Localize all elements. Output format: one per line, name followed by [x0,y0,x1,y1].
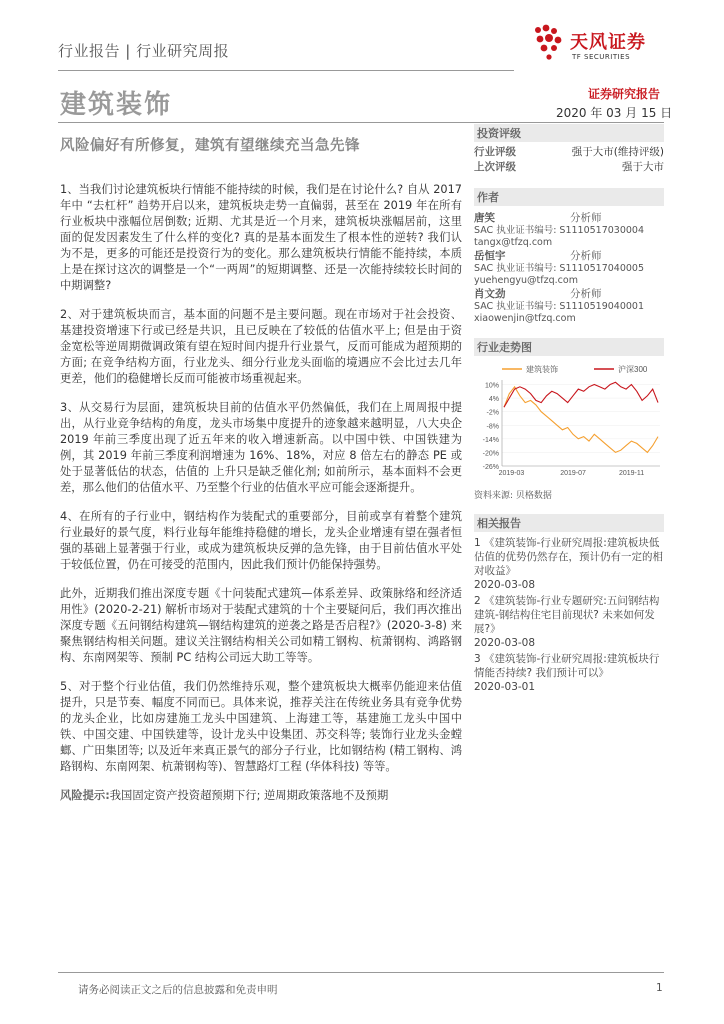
x-tick-label: 2019-03 [498,470,525,477]
report-kind: 证券研究报告 [588,87,661,101]
footer-divider [58,972,664,973]
x-tick-label: 2019-11 [618,470,645,477]
related-text[interactable]: 2 《建筑装饰-行业专题研究:五问钢结构建筑-钢结构住宅目前现状? 未来如何发展?》 [474,595,660,635]
author-role: 分析师 [570,212,602,224]
series-line [504,382,658,407]
related-item-1[interactable] [474,536,664,592]
logo-text: 天风证券 [570,32,646,53]
header-divider [58,70,514,71]
author-name: 岳恒宇 分析师 [474,250,602,262]
industry-name: 建筑装饰 [60,90,173,120]
related-item-2[interactable] [474,594,664,650]
trend-panel [474,338,664,356]
y-tick-label: 4% [488,396,499,404]
risk-label: 风险提示: [60,789,110,802]
industry-rating-value: 强于大市(维持评级) [571,146,664,158]
related-title: 相关报告 [474,514,664,532]
prev-rating-row [474,160,664,175]
industry-rating-label: 行业评级 [474,146,516,158]
logo-english: TF SECURITIES [572,53,631,61]
author-email[interactable]: xiaowenjin@tfzq.com [474,313,576,324]
paragraph-1: 1、当我们讨论建筑板块行情能不能持续的时候，我们是在讨论什么? 自从 2017 年中 “去杠杆” 趋势开启以来，建筑板块走势一直偏弱，甚至在 2019 年在所有行业板块中涨幅位居倒数; 近期、尤其是近一个月来，建筑板块涨幅居前，这里面的促发因素发生了什么样的变化? 真的是基本面发生了根本性的逆转? 我们认为不是，更多的可能还是投资行为的变化。那么建筑板块行情能不能持续，本质上是在探讨这次的调整是一个“一两周”的短期调整、还是一次能持续较长时间的中期调整? [60,183,462,292]
author-email[interactable]: yuehengyu@tfzq.com [474,275,578,286]
related-panel [474,514,664,694]
related-text[interactable]: 1 《建筑装饰-行业研究周报:建筑板块低估值的优势仍然存在，预计仍有一定的相对收益》 [474,537,663,577]
page-number: 1 [656,982,663,994]
paragraph-5: 此外，近期我们推出深度专题《十问装配式建筑—体系差异、政策脉络和经济适用性》(2020-2-21) 解析市场对于装配式建筑的十个主要疑问后，我们再次推出深度专题《五问钢结构建筑—钢结构建筑的逆袭之路是否启程?》(2020-3-8) 来聚焦钢结构相关问题。建议关注钢结构相关公司如精工钢构、杭萧钢构、鸿路钢构、东南网架等、预制 PC 结构公司远大助工等等。 [60,587,462,664]
y-tick-label: -20% [482,450,499,458]
y-tick-label: -26% [482,464,499,471]
y-tick-label: -8% [486,423,499,431]
related-date: 2020-03-08 [474,637,536,649]
author-name: 唐笑 分析师 [474,212,602,224]
trend-chart [474,362,664,480]
report-type: 行业报告 | 行业研究周报 [58,42,230,60]
trend-title: 行业走势图 [474,338,664,356]
title-divider [58,122,664,123]
series-line [504,387,658,453]
related-date: 2020-03-08 [474,579,536,591]
prev-rating-label: 上次评级 [474,161,516,173]
report-headline: 风险偏好有所修复，建筑有望继续充当急先锋 [60,138,360,154]
authors-title: 作者 [474,188,664,206]
y-tick-label: -2% [486,409,499,417]
chart-source: 资料来源: 贝格数据 [474,491,552,501]
report-date: 2020 年 03 月 15 日 [556,106,673,120]
related-date: 2020-03-01 [474,681,536,693]
author-1 [474,212,664,249]
paragraph-4: 4、在所有的子行业中，钢结构作为装配式的重要部分，目前或享有着整个建筑行业最好的景气度，料行业每年能维持稳健的增长，龙头企业增速有望在强者恒强的基础上显著强于行业，或成为建筑板块反弹的急先锋，由于目前估值水平处于较低位置，仍在可接受的范围内，因此我们预计仍能保持强势。 [60,510,462,571]
y-tick-label: 10% [484,382,499,390]
x-tick-label: 2019-07 [560,470,586,477]
authors-panel [474,188,664,325]
rating-panel [474,124,664,175]
paragraph-3: 3、从交易行为层面，建筑板块目前的估值水平仍然偏低，我们在上周周报中提出，从行业竞争结构的角度，龙头市场集中度提升的迹象越来越明显，八大央企 2019 年前三季度出现了近五年来的收入增速新高。以中国中铁、中国铁建为例，其 2019 年前三季度利润增速为 16%、18%，对应 8 倍左右的静态 PE 或处于显著低估的状态，估值的 上升只是缺乏催化剂; 如前所示，基本面料不会更差，那么他们的估值水平、乃至整个行业的估值水平应可能会逐渐提升。 [60,401,462,494]
y-tick-label: -14% [482,436,499,444]
author-cert: SAC 执业证书编号: S1110519040001 [474,301,645,312]
author-role: 分析师 [570,250,602,262]
risk-text: 我国固定资产投资超预期下行; 逆周期政策落地不及预期 [109,789,389,802]
author-cert: SAC 执业证书编号: S1110517030004 [474,225,645,236]
author-cert: SAC 执业证书编号: S1110517040005 [474,263,645,274]
author-email[interactable]: tangx@tfzq.com [474,237,553,248]
footer-disclaimer: 请务必阅读正文之后的信息披露和免责申明 [78,984,278,996]
related-item-3[interactable] [474,652,664,694]
paragraph-2: 2、对于建筑板块而言，基本面的问题不是主要问题。现在市场对于社会投资、基建投资增速下行或已经是共识，且已反映在了较低的估值水平上; 但是由于资金宽松等逆周期微调政策有望在短时间内提升行业景气，反而可能成为超预期的方面; 在竞争结构方面，行业龙头、细分行业龙头面临的境遇应不会比过去几年更差，他们的稳健增长反而可能被市场重视起来。 [60,308,462,385]
tf-logo-icon [528,20,568,66]
industry-rating-row [474,145,664,160]
legend-label: 沪深300 [618,365,648,374]
author-name: 肖文劲 分析师 [474,288,602,300]
author-role: 分析师 [570,288,602,300]
rating-title: 投资评级 [474,124,664,142]
legend-label: 建筑装饰 [526,365,558,374]
main-body [60,182,462,817]
paragraph-6: 5、对于整个行业估值，我们仍然维持乐观，整个建筑板块大概率仍能迎来估值提升，只是节奏、幅度不同而已。具体来说，推荐关注在传统业务具有竞争优势的龙头企业，比如房建施工龙头中国建筑、上海建工等，基建施工龙头中国中铁、中国交建、中国铁建等，设计龙头中设集团、苏交科等; 装饰行业龙头金螳螂、广田集团等; 以及近年来真正景气的部分子行业，比如钢结构 (精工钢构、鸿路钢构、东南网架、杭萧钢构等)、智慧路灯工程 (华体科技) 等等。 [60,680,462,773]
author-3 [474,288,664,325]
author-2 [474,250,664,287]
risk-warning [60,788,462,804]
related-text[interactable]: 3 《建筑装饰-行业研究周报:建筑板块行情能否持续? 我们预计可以》 [474,653,660,679]
prev-rating-value: 强于大市 [622,161,664,173]
